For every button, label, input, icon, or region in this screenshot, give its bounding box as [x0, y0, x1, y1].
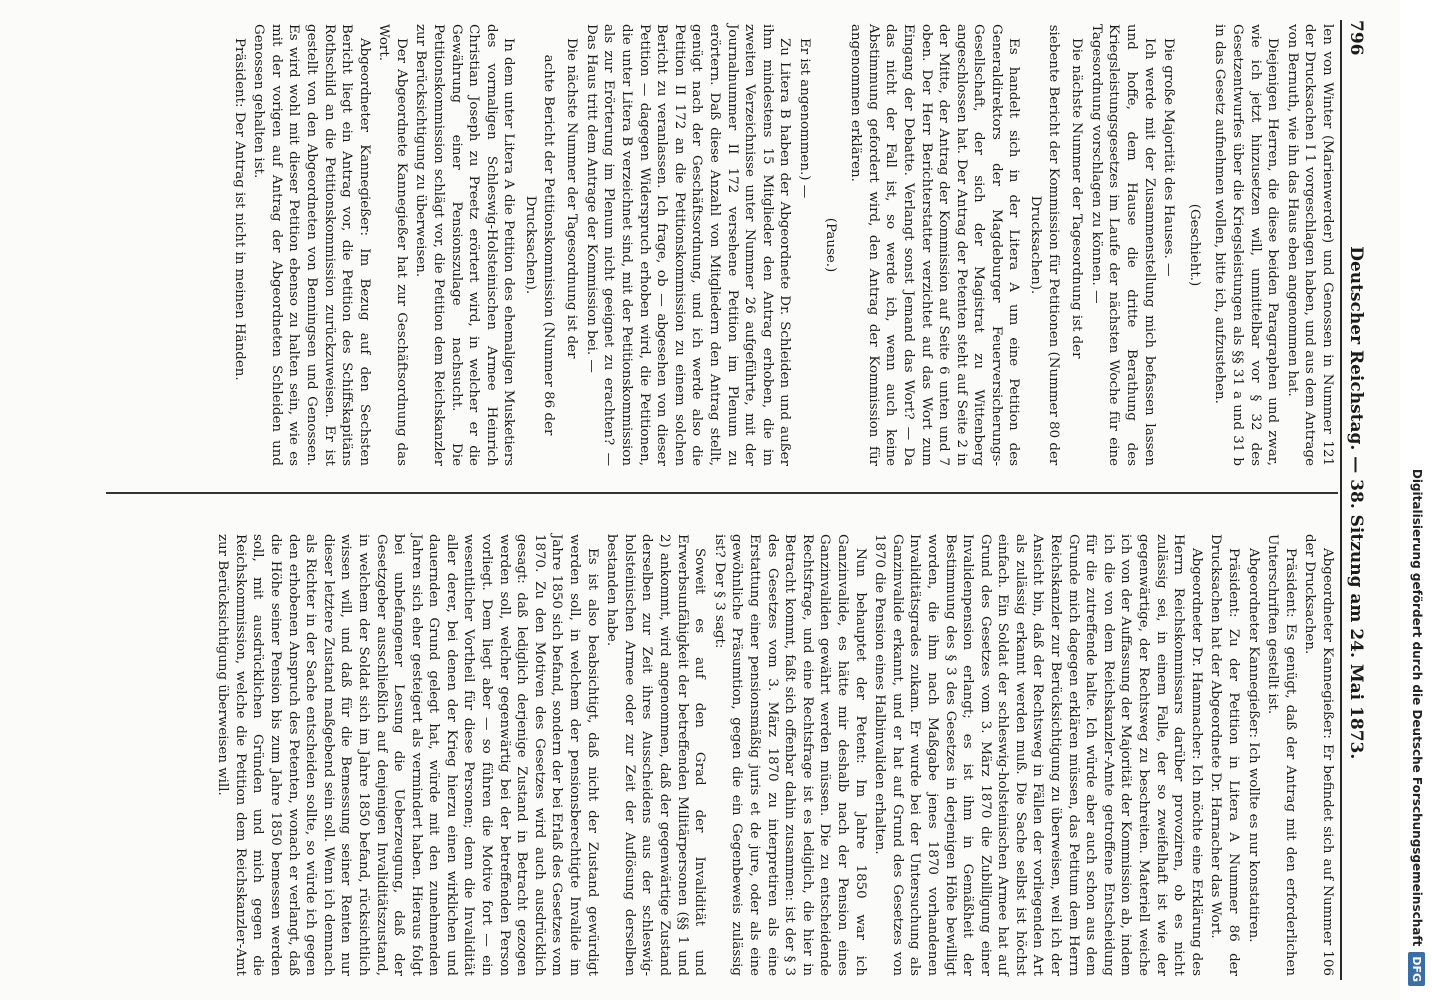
- paragraph: In dem unter Litera A die Petition des ehemaligen Musketiers des vormaligen Schleswig-Holsteinischen Armee Heinrich Christian Joseph zu Preetz erörtert wird, in welcher er die Gewährung einer Pensionszulage nachsucht. Die Petitionskommission schlägt vor, die Petition dem Reichskanzler zur Berücksichtigung zu überweisen.: [413, 24, 517, 466]
- paragraph: Die große Majorität des Hauses. —: [1161, 38, 1177, 277]
- paragraph: Soweit es auf den Grad der Invalidität und Erwerbsunfähigkeit der betreffenden Militärpersonen (§§ 1 und 2) ankommt, wird angenommen, daß der gegenwärtige Zustand derselben zur Zeit ihres Ausscheidens aus der schleswig-holsteinischen Armee oder zur Zeit der Auflösung derselben bestanden habe.: [604, 534, 708, 976]
- paragraph: achte Bericht der Petitionskommission (Nummer 86 der Drucksachen).: [523, 54, 556, 436]
- paragraph: Die nächste Nummer der Tagesordnung ist der: [564, 38, 580, 359]
- dfg-footer: [1402, 0, 1432, 1000]
- paragraph: Zu Litera B haben der Abgeordnete Dr. Schleiden und außer ihm mindestens 15 Mitglieder den Antrag erhoben, die im zweiten Verzeichnisse unter Nummer 26 aufgeführte, mit der Journalnummer II 172 versehene Petition im Plenum zu erörtern. Daß diese Anzahl von Mitgliedern den Antrag stellt, genügt nach der Geschäftsordnung, und ich werde also die Petition II 172 an die Petitionskommission zu einem solchen Bericht zu veranlassen. Ich frage, ob — abgesehen von dieser Petition — dagegen Widerspruch erhoben wird, die Petitionen, die unter Litera B verzeichnet sind, mit der Petitionskommission als zur Erörterung im Plenum nicht geeignet zu erachten? — Das Haus tritt dem Antrage der Kommission bei. —: [583, 24, 793, 466]
- dfg-credit-text: Digitalisierung gefördert durch die Deutsche Forschungsgemeinschaft: [1410, 468, 1424, 947]
- page-header: [1340, 20, 1382, 980]
- page-number: 796: [1346, 20, 1366, 56]
- paragraph: Er ist angenommen.) —: [796, 38, 812, 199]
- paragraph: Präsident: Es genügt, daß der Antrag mit den erforderlichen Unterschriften gestellt ist.: [1265, 534, 1298, 976]
- paragraph: Abgeordneter Kannegießer: Er befindet sich auf Nummer 106 der Drucksachen.: [1302, 534, 1335, 976]
- paragraph: Der Abgeordnete Kannegießer hat zur Geschäftsordnung das Wort.: [376, 24, 409, 466]
- page-title: Deutscher Reichstag. — 38. Sitzung am 24. Mai 1873.: [1346, 246, 1366, 760]
- paragraph: Präsident: Der Antrag ist nicht in meinen Händen.: [231, 38, 247, 381]
- paragraph: Es handelt sich in der Litera A um eine Petition des Generaldirektors der Magdeburger Feuerversicherungs-Gesellschaft, der sich der Magistrat zu Wittenberg angeschlossen hat. Der Antrag der Petenten steht auf Seite 2 in der Mitte, der Antrag der Kommission auf Seite 6 unten und 7 oben. Der Herr Berichterstatter verzichtet auf das Wort zum Eingang der Debatte. Verlangt sonst Jemand das Wort? — Da das nicht der Fall ist, so werde ich, wenn auch keine Abstimmung gefordert wird, den Antrag der Kommission für angenommen erklären.: [848, 24, 1022, 466]
- paragraph: Abgeordneter Dr. Hammacher: Ich möchte eine Erklärung des Herrn Reichskommissars darüber provoziren, ob es nicht zulässig sei, in einem Falle, der so zweifelhaft ist wie der gegenwärtige, der Rechtsweg zu beschreiten. Materiell weiche ich von der Auffassung der Majorität der Kommission ab, indem ich die von dem Reichskanzler-Amte getroffene Entscheidung für die zutreffende halte. Ich würde aber auch schon aus dem Grunde mich dagegen erklären müssen, das Petitum dem Herrn Reichskanzler zur Berücksichtigung zu überweisen, weil ich der Ansicht bin, daß der Rechtsweg in Fällen der vorliegenden Art als zulässig erkannt werden muß. Die Sache selbst ist höchst einfach. Ein Soldat der schleswig-holsteinischen Armee hat auf Grund des Gesetzes vom 3. März 1870 die Zubilligung einer Invalidenpension erlangt; es ist ihm in Gemäßheit der Bestimmung des § 3 des Gesetzes in derjenigen Höhe bewilligt worden, die ihm nach Maßgabe jenes 1870 vorhandenen Invaliditätsgrades zukam. Er wurde bei der Untersuchung als Ganzinvalide erkannt, und er hat auf Grund des Gesetzes von 1870 die Pension eines Halbinvaliden erhalten.: [872, 534, 1204, 976]
- column-divider: [106, 492, 1338, 494]
- paragraph: len von Winter (Marienwerder) und Genossen in Nummer 121 der Drucksachen I 1 vorgeschlagen haben, und aus dem Antrage von Bernuth, wie ihn das Haus eben angenommen hat.: [1284, 24, 1335, 466]
- paragraph: Diejenigen Herren, die diese beiden Paragraphen und zwar, wie ich jetzt hinzusetzen will, unmittelbar vor § 32 des Gesetzentwurfes über die Kriegsleistungen als §§ 31 a und 31 b in das Gesetz aufnehmen wollen, bitte ich, aufzustehen.: [1212, 24, 1281, 466]
- paragraph: (Geschieht.): [1186, 203, 1202, 287]
- right-column: [212, 534, 1336, 976]
- dfg-logo: DFG: [1409, 952, 1426, 986]
- paragraph: Abgeordneter Kannegießer: Im Bezug auf den Sechsten Bericht liegt ein Antrag vor, die Petition des Schiffskapitäns Rothschild an die Petitionskommission zurückzuweisen. Er ist gestellt von den Abgeordneten von Benningsen und Genossen. Es wird wohl mit dieser Petition ebenso zu halten sein, wie es mit der vorigen auf Antrag der Abgeordneten Schleiden und Genossen gehalten ist.: [251, 24, 372, 466]
- paragraph: Die nächste Nummer der Tagesordnung ist der: [1069, 38, 1085, 359]
- paragraph: siebente Bericht der Kommission für Petitionen (Nummer 80 der Drucksachen).: [1028, 24, 1061, 466]
- paragraph: Ich werde mit der Zusammenstellung mich befassen lassen und hoffe, dem Hause die dritte Berathung des Kriegsleistungsgesetzes im Laufe der nächsten Woche für eine Tagesordnung vorschlagen zu können. —: [1088, 24, 1157, 466]
- paragraph: (Pause.): [822, 217, 838, 273]
- paragraph: Nun behauptet der Petent: Im Jahre 1850 war ich Ganzinvalide, es hätte mir deshalb nach der Pension eines Ganzinvaliden gewährt werden müssen. Die zu entscheidende Rechtsfrage, und eine Rechtsfrage ist es lediglich, die hier in Betracht kommt, faßt sich offenbar dahin zusammen: ist der § 3 des Gesetzes vom 3. März 1870 zu interpretiren als eine Erstattung einer pensionsmäßig juris et de jure, oder als eine gewöhnliche Präsumtion, gegen die ein Gegenbeweis zulässig ist? Der § 3 sagt:: [711, 534, 868, 976]
- paragraph: Abgeordneter Kannegießer: Ich wollte es nur konstatiren.: [1245, 548, 1261, 943]
- paragraph: Es ist also beabsichtigt, daß nicht der Zustand gewürdigt werden soll, in welchem der pensionsberechtigte Invalide im Jahre 1850 sich befand, sondern der bei Erlaß des Gesetzes vom 1870. Zu den Motiven des Gesetzes wird auch ausdrücklich gesagt: daß lediglich derjenige Zustand in Betracht gezogen werden soll, welcher gegenwärtig bei der betreffenden Person vorliegt. Dem liegt aber — so führen die Motive fort — ein wesentlicher Vortheil für diese Personen; denn die Invalidität aller derer, bei denen der Krieg hierzu einen wirklichen und dauernden Grund gelegt hat, würde mit den zunehmenden Jahren sich eher gesteigert als vermindert haben. Hieraus folgt bei unbefangener Lesung die Ueberzeugung, daß der Gesetzgeber ausschließlich auf denjenigen Invaliditätszustand, in welchem der Soldat sich im Jahre 1850 befand, rücksichtlich wissen will, und daß für die Bemessung seiner Renten nur dieser letztere Zustand maßgebend sein soll. Wenn ich demnach als Richter in der Sache entscheiden sollte, so würde ich gegen den erhobenen Anspruch des Petenten, wonach er verlangt, daß die Höhe seiner Pension bis zum Jahre 1850 bemessen werden soll, mit ausdrücklichen Gründen und mich gegen die Reichskommission, welche die Petition dem Reichskanzler-Amt zur Berücksichtigung überweisen will.: [215, 534, 600, 976]
- paragraph: Präsident: Zu der Petition in Litera A Nummer 86 der Drucksachen hat der Abgeordnete Dr. Harnacher das Wort.: [1208, 534, 1242, 976]
- left-column: [228, 24, 1336, 466]
